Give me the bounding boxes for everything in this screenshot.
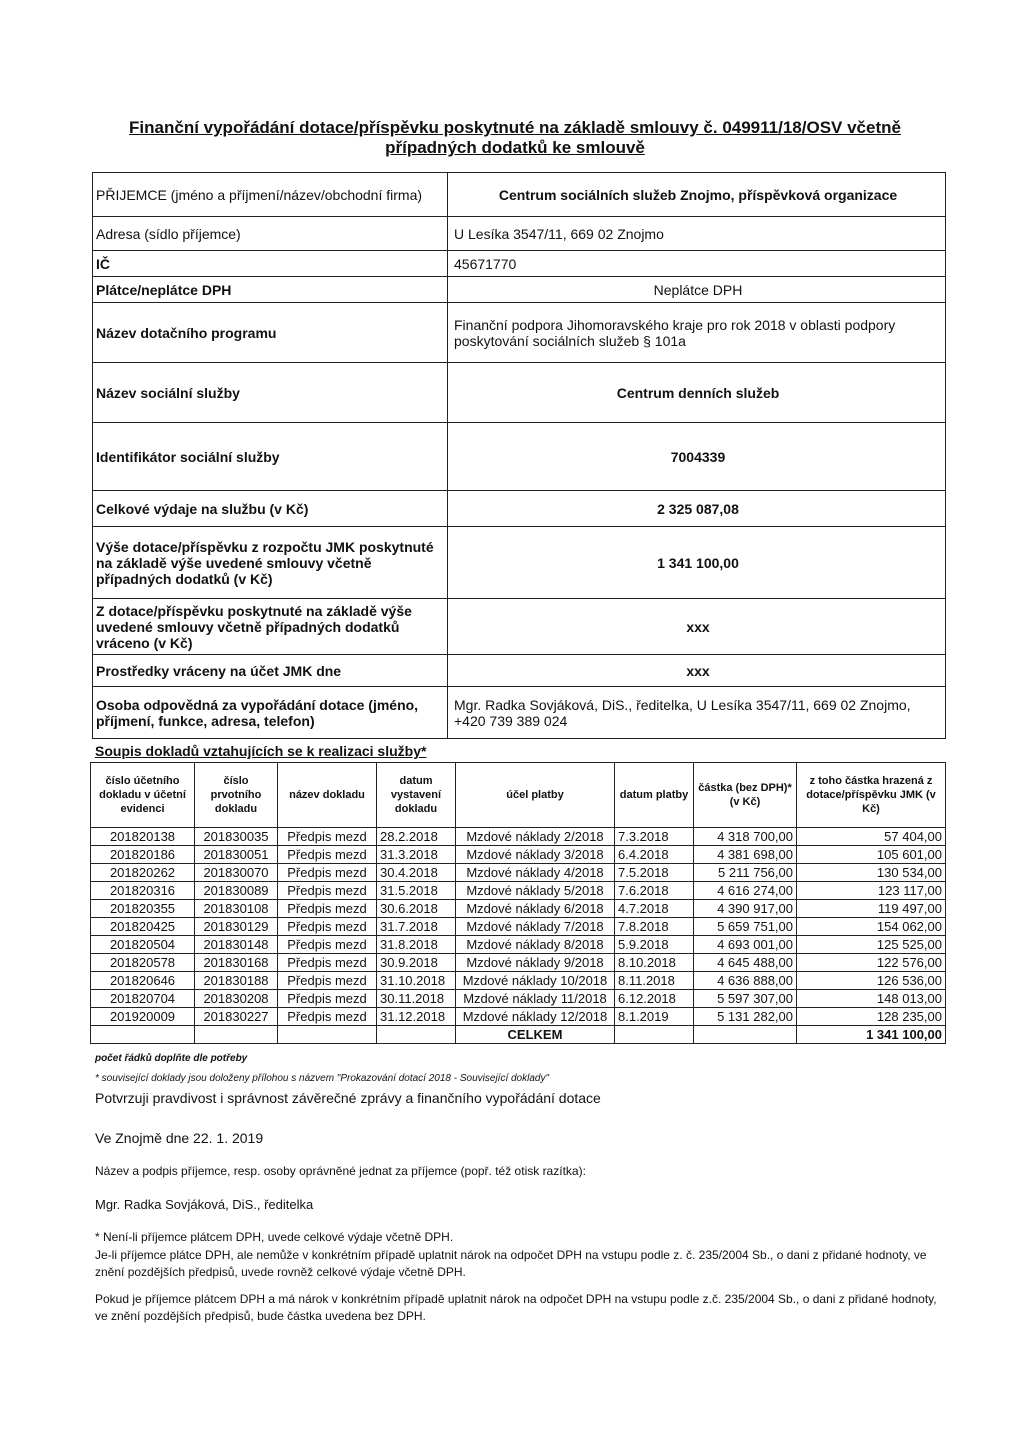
amount-cell: 5 597 307,00 — [694, 990, 797, 1008]
primary-doc-number-cell: 201830148 — [195, 936, 278, 954]
table-row — [91, 1008, 946, 1026]
recipient-info-table — [92, 172, 946, 739]
table-row — [91, 828, 946, 846]
doc-number-cell: 201820704 — [91, 990, 195, 1008]
info-label: Celkové výdaje na službu (v Kč) — [93, 491, 448, 527]
doc-name-cell: Předpis mezd — [278, 1008, 377, 1026]
info-label: Osoba odpovědná za vypořádání dotace (jméno, příjmení, funkce, adresa, telefon) — [93, 687, 448, 739]
signature-label: Název a podpis příjemce, resp. osoby oprávněné jednat za příjemce (popř. též otisk razítka): — [95, 1164, 586, 1178]
payment-purpose-cell: Mzdové náklady 2/2018 — [456, 828, 615, 846]
table-row — [91, 954, 946, 972]
payment-date-cell: 6.4.2018 — [615, 846, 694, 864]
payment-purpose-cell: Mzdové náklady 5/2018 — [456, 882, 615, 900]
info-label: Výše dotace/příspěvku z rozpočtu JMK poskytnuté na základě výše uvedené smlouvy včetně případných dodatků (v Kč) — [93, 527, 448, 599]
doc-name-cell: Předpis mezd — [278, 918, 377, 936]
footnote-vat-1: * Není-li příjemce plátcem DPH, uvede celkové výdaje včetně DPH. — [95, 1230, 454, 1244]
amount-cell: 4 645 488,00 — [694, 954, 797, 972]
grant-amount-cell: 122 576,00 — [797, 954, 946, 972]
table-row — [91, 864, 946, 882]
primary-doc-number-cell: 201830035 — [195, 828, 278, 846]
amount-cell: 4 693 001,00 — [694, 936, 797, 954]
info-value: 45671770 — [448, 251, 946, 277]
issue-date-cell: 31.5.2018 — [377, 882, 456, 900]
amount-cell: 5 659 751,00 — [694, 918, 797, 936]
primary-doc-number-cell: 201830188 — [195, 972, 278, 990]
doc-name-cell: Předpis mezd — [278, 990, 377, 1008]
table-row — [91, 972, 946, 990]
issue-date-cell: 30.11.2018 — [377, 990, 456, 1008]
amount-cell: 5 211 756,00 — [694, 864, 797, 882]
grant-amount-cell: 126 536,00 — [797, 972, 946, 990]
issue-date-cell: 31.10.2018 — [377, 972, 456, 990]
payment-purpose-cell: Mzdové náklady 4/2018 — [456, 864, 615, 882]
doc-name-cell: Předpis mezd — [278, 828, 377, 846]
footnote-vat-3: Pokud je příjemce plátcem DPH a má nárok v konkrétním případě uplatnit nárok na odpočet DPH na vstupu podle z.č. 235/2004 Sb., o dani z přidané hodnoty, ve znění pozdějších předpisů, bude částka uvedena bez DPH. — [95, 1292, 937, 1323]
total-filler — [195, 1026, 278, 1044]
payment-date-cell: 7.5.2018 — [615, 864, 694, 882]
total-filler — [91, 1026, 195, 1044]
info-value: Centrum sociálních služeb Znojmo, příspěvková organizace — [448, 173, 946, 217]
info-value: Mgr. Radka Sovjáková, DiS., ředitelka, U Lesíka 3547/11, 669 02 Znojmo, +420 739 389 024 — [448, 687, 946, 739]
amount-cell: 5 131 282,00 — [694, 1008, 797, 1026]
payment-purpose-cell: Mzdové náklady 3/2018 — [456, 846, 615, 864]
payment-purpose-cell: Mzdové náklady 6/2018 — [456, 900, 615, 918]
total-label: CELKEM — [456, 1026, 615, 1044]
doc-name-cell: Předpis mezd — [278, 954, 377, 972]
grant-amount-cell: 57 404,00 — [797, 828, 946, 846]
confirmation-text: Potvrzuji pravdivost i správnost závěrečné zprávy a finančního vypořádání dotace — [95, 1090, 601, 1106]
amount-cell: 4 390 917,00 — [694, 900, 797, 918]
issue-date-cell: 31.7.2018 — [377, 918, 456, 936]
column-header: datum vystavení dokladu — [377, 763, 456, 828]
related-docs-note: * související doklady jsou doloženy přílohou s názvem "Prokazování dotací 2018 - Související doklady" — [95, 1073, 550, 1084]
table-row — [91, 882, 946, 900]
payment-purpose-cell: Mzdové náklady 11/2018 — [456, 990, 615, 1008]
signer-name: Mgr. Radka Sovjáková, DiS., ředitelka — [95, 1197, 314, 1212]
doc-number-cell: 201820504 — [91, 936, 195, 954]
total-filler — [615, 1026, 694, 1044]
payment-purpose-cell: Mzdové náklady 8/2018 — [456, 936, 615, 954]
grant-amount-cell: 130 534,00 — [797, 864, 946, 882]
column-header: účel platby — [456, 763, 615, 828]
column-header: částka (bez DPH)* (v Kč) — [694, 763, 797, 828]
payment-date-cell: 6.12.2018 — [615, 990, 694, 1008]
issue-date-cell: 31.8.2018 — [377, 936, 456, 954]
primary-doc-number-cell: 201830051 — [195, 846, 278, 864]
primary-doc-number-cell: 201830070 — [195, 864, 278, 882]
doc-name-cell: Předpis mezd — [278, 846, 377, 864]
primary-doc-number-cell: 201830089 — [195, 882, 278, 900]
primary-doc-number-cell: 201830227 — [195, 1008, 278, 1026]
info-value: 7004339 — [448, 423, 946, 491]
table-row — [91, 846, 946, 864]
info-label: Název sociální služby — [93, 363, 448, 423]
grant-amount-cell: 154 062,00 — [797, 918, 946, 936]
payment-purpose-cell: Mzdové náklady 7/2018 — [456, 918, 615, 936]
doc-number-cell: 201820646 — [91, 972, 195, 990]
total-filler — [694, 1026, 797, 1044]
payment-purpose-cell: Mzdové náklady 12/2018 — [456, 1008, 615, 1026]
payment-purpose-cell: Mzdové náklady 10/2018 — [456, 972, 615, 990]
total-filler — [278, 1026, 377, 1044]
table-row — [91, 990, 946, 1008]
column-header: číslo prvotního dokladu — [195, 763, 278, 828]
table-row — [91, 918, 946, 936]
info-label: Identifikátor sociální služby — [93, 423, 448, 491]
info-label: Prostředky vráceny na účet JMK dne — [93, 655, 448, 687]
doc-number-cell: 201820262 — [91, 864, 195, 882]
grant-amount-cell: 123 117,00 — [797, 882, 946, 900]
info-value: xxx — [448, 599, 946, 655]
primary-doc-number-cell: 201830168 — [195, 954, 278, 972]
payment-date-cell: 7.3.2018 — [615, 828, 694, 846]
amount-cell: 4 616 274,00 — [694, 882, 797, 900]
column-header: datum platby — [615, 763, 694, 828]
footnote-vat-2: Je-li příjemce plátce DPH, ale nemůže v konkrétním případě uplatnit nárok na odpočet DPH na vstupu podle z. č. 235/2004 Sb., o dani z přidané hodnoty, ve znění pozdějších předpisů, uvede rovněž celkové výdaje včetně DPH. — [95, 1248, 927, 1279]
info-label: IČ — [93, 251, 448, 277]
info-value: U Lesíka 3547/11, 669 02 Znojmo — [448, 217, 946, 251]
payment-date-cell: 4.7.2018 — [615, 900, 694, 918]
primary-doc-number-cell: 201830129 — [195, 918, 278, 936]
doc-name-cell: Předpis mezd — [278, 972, 377, 990]
payment-date-cell: 8.10.2018 — [615, 954, 694, 972]
table-row — [91, 900, 946, 918]
column-header: číslo účetního dokladu v účetní evidenci — [91, 763, 195, 828]
rows-note: počet řádků doplňte dle potřeby — [95, 1053, 248, 1064]
doc-number-cell: 201820316 — [91, 882, 195, 900]
issue-date-cell: 31.12.2018 — [377, 1008, 456, 1026]
issue-date-cell: 31.3.2018 — [377, 846, 456, 864]
payment-date-cell: 5.9.2018 — [615, 936, 694, 954]
info-value: 2 325 087,08 — [448, 491, 946, 527]
issue-date-cell: 30.6.2018 — [377, 900, 456, 918]
page-title: Finanční vypořádání dotace/příspěvku poskytnuté na základě smlouvy č. 049911/18/OSV včetně — [129, 118, 901, 137]
doc-number-cell: 201820186 — [91, 846, 195, 864]
payment-date-cell: 8.11.2018 — [615, 972, 694, 990]
grant-amount-cell: 128 235,00 — [797, 1008, 946, 1026]
info-label: Adresa (sídlo příjemce) — [93, 217, 448, 251]
doc-name-cell: Předpis mezd — [278, 900, 377, 918]
doc-number-cell: 201920009 — [91, 1008, 195, 1026]
amount-cell: 4 381 698,00 — [694, 846, 797, 864]
info-label: Plátce/neplátce DPH — [93, 277, 448, 303]
info-label: PŘIJEMCE (jméno a příjmení/název/obchodní firma) — [93, 173, 448, 217]
amount-cell: 4 318 700,00 — [694, 828, 797, 846]
doc-number-cell: 201820355 — [91, 900, 195, 918]
info-label: Název dotačního programu — [93, 303, 448, 363]
grant-amount-cell: 148 013,00 — [797, 990, 946, 1008]
doc-number-cell: 201820425 — [91, 918, 195, 936]
primary-doc-number-cell: 201830208 — [195, 990, 278, 1008]
total-value: 1 341 100,00 — [797, 1026, 946, 1044]
payment-purpose-cell: Mzdové náklady 9/2018 — [456, 954, 615, 972]
issue-date-cell: 28.2.2018 — [377, 828, 456, 846]
documents-table — [90, 762, 946, 1044]
doc-name-cell: Předpis mezd — [278, 882, 377, 900]
total-filler — [377, 1026, 456, 1044]
table-row — [91, 936, 946, 954]
amount-cell: 4 636 888,00 — [694, 972, 797, 990]
column-header: název dokladu — [278, 763, 377, 828]
info-value: xxx — [448, 655, 946, 687]
issue-date-cell: 30.9.2018 — [377, 954, 456, 972]
grant-amount-cell: 125 525,00 — [797, 936, 946, 954]
info-value: Finanční podpora Jihomoravského kraje pro rok 2018 v oblasti podpory poskytování sociálních služeb § 101a — [448, 303, 946, 363]
grant-amount-cell: 119 497,00 — [797, 900, 946, 918]
payment-date-cell: 8.1.2019 — [615, 1008, 694, 1026]
primary-doc-number-cell: 201830108 — [195, 900, 278, 918]
doc-number-cell: 201820138 — [91, 828, 195, 846]
documents-subtitle: Soupis dokladů vztahujících se k realizaci služby* — [95, 743, 427, 759]
payment-date-cell: 7.6.2018 — [615, 882, 694, 900]
info-value: Neplátce DPH — [448, 277, 946, 303]
payment-date-cell: 7.8.2018 — [615, 918, 694, 936]
column-header: z toho částka hrazená z dotace/příspěvku JMK (v Kč) — [797, 763, 946, 828]
info-value: Centrum denních služeb — [448, 363, 946, 423]
doc-number-cell: 201820578 — [91, 954, 195, 972]
page-subtitle: případných dodatků ke smlouvě — [385, 138, 645, 157]
doc-name-cell: Předpis mezd — [278, 864, 377, 882]
doc-name-cell: Předpis mezd — [278, 936, 377, 954]
grant-amount-cell: 105 601,00 — [797, 846, 946, 864]
info-label: Z dotace/příspěvku poskytnuté na základě výše uvedené smlouvy včetně případných dodatků vráceno (v Kč) — [93, 599, 448, 655]
info-value: 1 341 100,00 — [448, 527, 946, 599]
place-date: Ve Znojmě dne 22. 1. 2019 — [95, 1130, 264, 1146]
issue-date-cell: 30.4.2018 — [377, 864, 456, 882]
